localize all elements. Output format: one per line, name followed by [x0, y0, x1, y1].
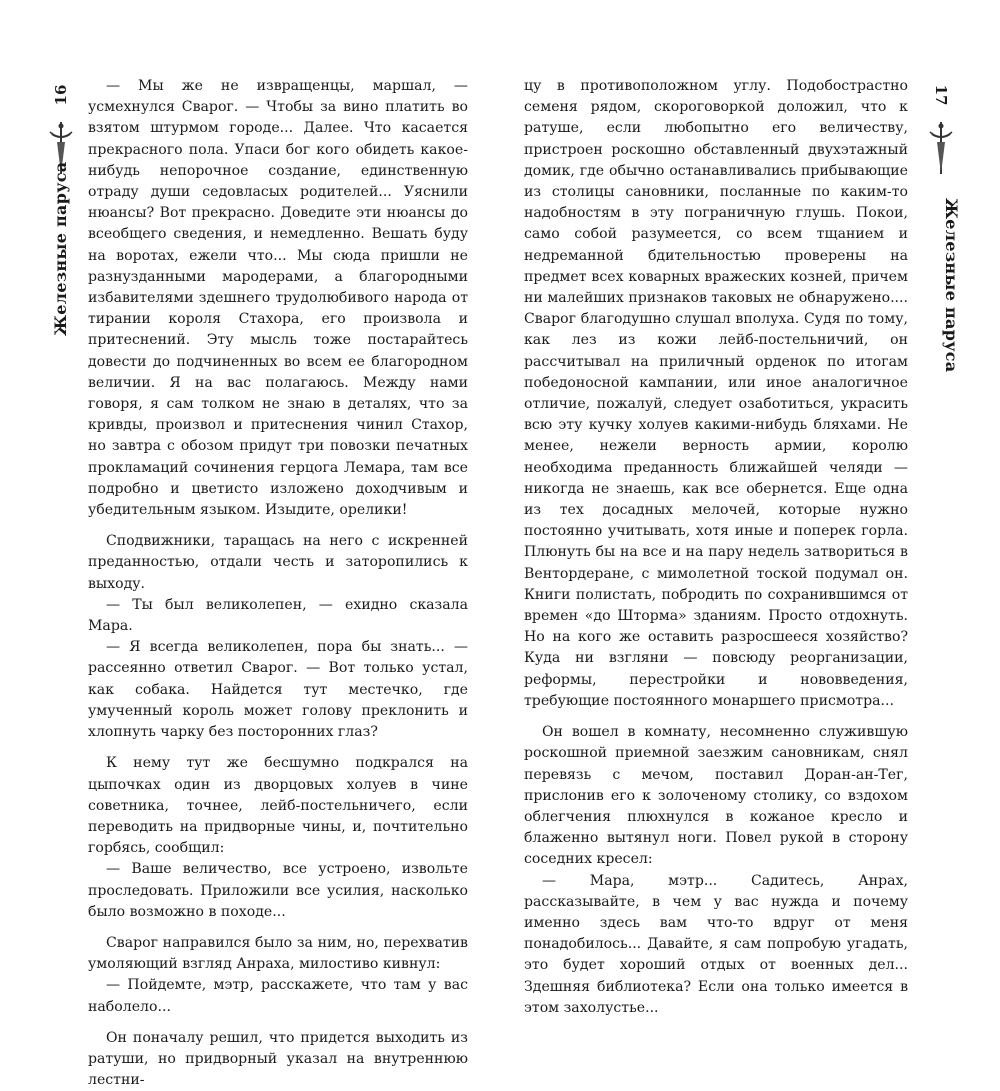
running-title: Железные паруса — [942, 198, 961, 373]
left-page-runner — [44, 86, 78, 346]
paragraph: цу в противоположном углу. Подобострастно семеня рядом, скороговоркой доложил, что к ратуше, если любопытно его величеству, пристроен роскошно обставленный двухэтажный домик, где обычно останавливались прибывающие из столицы сановники, посланные по каким-то надобностям в эту пограничную глушь. Покои, само собой разумеется, со всем тщанием и недреманной бдительностью проверены на предмет всех коварных вражеских козней, причем ни малейших признаков таковых не обнаружено.... Сварог благодушно слушал вполуха. Судя по тому, как лез из кожи лейб-постельничий, он рассчитывал на приличный орденок по итогам победоносной кампании, или иное аналогичное отличие, пожалуй, следует озаботиться, украсить всю эту кучку холуев какими-нибудь бляхами. Не менее, нежели верность армии, королю необходима преданность ближайшей челяди — никогда не знаешь, как все обернется. Еще одна из тех досадных мелочей, которые нужно постоянно учитывать, хотя иные и поперек горла. Плюнуть бы на все и на пару недель затвориться в Вентордеране, с мимолетной тоской подумал он. Книги полистать, побродить по сохранившимся от времен «до Шторма» зданиям. Просто отдохнуть. Но на кого же оставить разросшееся хозяйство? Куда ни взгляни — повсюду реорганизации, реформы, перестройки и нововведения, требующие постоянного монаршего присмотра... — [524, 78, 908, 709]
right-page — [500, 0, 1000, 1016]
paragraph: — Я всегда великолепен, пора бы знать... — рассеянно ответил Сварог. — Вот только устал, как собака. Найдется тут местечко, где умученный король может голову преклонить и хлопнуть чарку без посторонних глаз? — [88, 639, 468, 741]
page-number: 17 — [932, 84, 950, 106]
paragraph: — Ваше величество, все устроено, извольте проследовать. Приложили все усилия, насколько было возможно в походе... — [88, 861, 468, 920]
paragraph: К нему тут же бесшумно подкрался на цыпочках один из дворцовых холуев в чине советника, точнее, лейб-постельничего, если переводить на придворные чины, и, почтительно горбясь, сообщил: — [88, 755, 468, 857]
left-page — [0, 0, 500, 1089]
sword-ornament-icon — [926, 120, 956, 176]
paragraph: — Пойдемте, мэтр, расскажете, что там у вас наболело... — [88, 977, 468, 1015]
paragraph: Он вошел в комнату, несомненно служившую роскошной приемной заезжим сановникам, снял перевязь с мечом, поставил Доран-ан-Тег, прислонив его к золоченому столику, со вздохом облегчения плюхнулся в кожаное кресло и блаженно вытянул ноги. Повел рукой в сторону соседних кресел: — [524, 724, 908, 868]
paragraph: Сварог направился было за ним, но, перехватив умоляющий взгляд Анраха, милостиво кивнул: — [88, 934, 468, 973]
paragraph: Он поначалу решил, что придется выходить из ратуши, но придворный указал на внутреннюю лестни- — [88, 1029, 468, 1089]
paragraph: Сподвижники, таращась на него с искренней преданностью, отдали честь и заторопились к выходу. — [88, 533, 468, 592]
page-number: 16 — [52, 84, 70, 106]
right-text-column — [524, 76, 908, 1019]
paragraph: — Ты был великолепен, — ехидно сказала Мара. — [88, 596, 468, 635]
left-text-column — [88, 76, 468, 1091]
paragraph: — Мы же не извращенцы, маршал, — усмехнулся Сварог. — Чтобы за вино платить во взятом штурмом городе... Далее. Что касается прекрасного пола. Упаси бог кого обидеть какое-нибудь непорочное создание, единственную отраду души седовласых родителей... Уяснили нюансы? Вот прекрасно. Доведите эти нюансы до всеобщего сведения, и немедленно. Вешать буду на воротах, ежели что... Мы сюда пришли не разнузданными мародерами, а благородными избавителями здешнего трудолюбивого народа от тирании короля Стахора, его произвола и притеснений. Эту мысль тоже постарайтесь довести до подчиненных во всем ее благородном величии. Я на вас полагаюсь. Между нами говоря, я сам толком не знаю в деталях, что за кривды, произвол и притеснения чинил Стахор, но завтра с обозом придут три повозки печатных прокламаций сочинения герцога Лемара, там все подробно и цветисто изложено доходчивым и убедительным языком. Изыдите, орелики! — [88, 78, 468, 519]
right-page-runner — [924, 84, 961, 373]
running-title: Железные паруса — [51, 161, 70, 336]
paragraph: — Мара, мэтр... Садитесь, Анрах, рассказывайте, в чем у вас нужда и почему именно здесь вам что-то вдруг от меня понадобилось... Давайте, я сам попробую угадать, это будет хороший отдых от военных дел... Здешняя библиотека? Если она только имеется в этом захолустье... — [524, 872, 908, 1016]
